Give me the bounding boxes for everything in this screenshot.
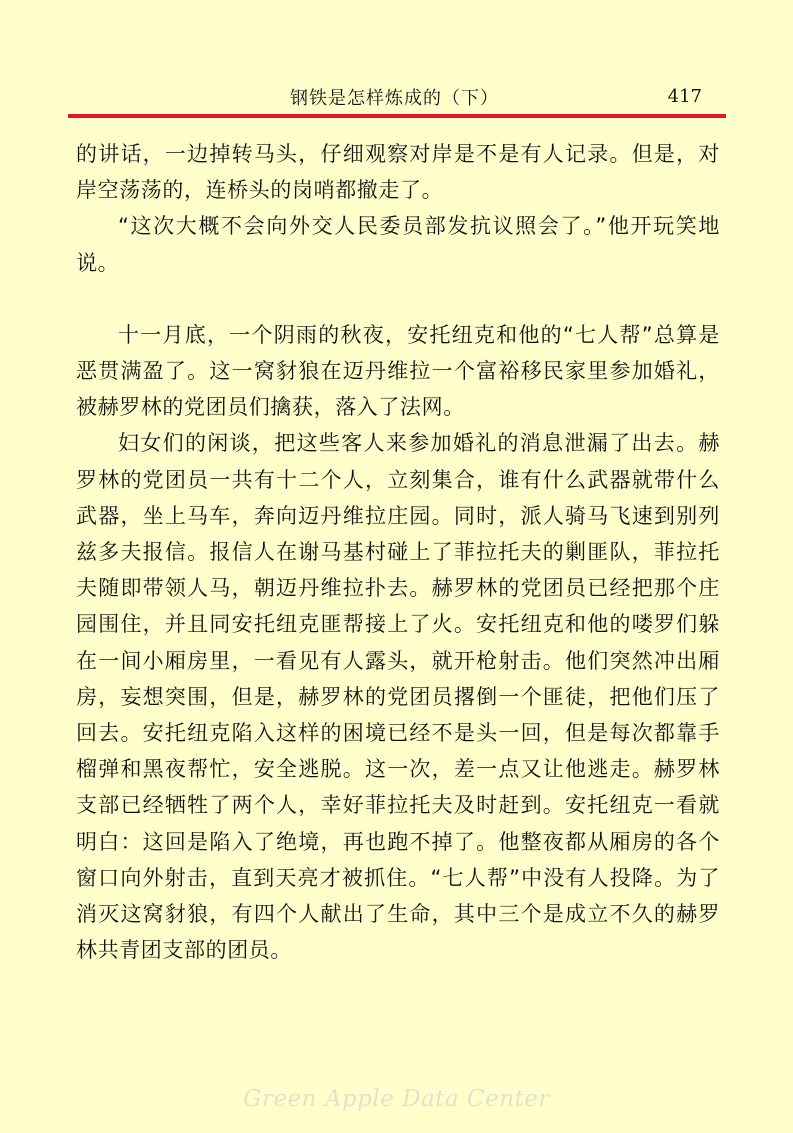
header-rule <box>68 114 726 118</box>
paragraph: “这次大概不会向外交人民委员部发抗议照会了。”他开玩笑地说。 <box>76 214 720 275</box>
book-title: 钢铁是怎样炼成的（下） <box>290 88 499 109</box>
page-header <box>68 78 726 114</box>
paragraph: 妇女们的闲谈，把这些客人来参加婚礼的消息泄漏了出去。赫罗林的党团员一共有十二个人，立刻集合，谁有什么武器就带什么武器，坐上马车，奔向迈丹维拉庄园。同时，派人骑马飞速到别列兹多夫报信。报信人在谢马基村碰上了菲拉托夫的剿匪队，菲拉托夫随即带领人马，朝迈丹维拉扑去。赫罗林的党团员已经把那个庄园围住，并且同安托纽克匪帮接上了火。安托纽克和他的喽罗们躲在一间小厢房里，一看见有人露头，就开枪射击。他们突然冲出厢房，妄想突围，但是，赫罗林的党团员撂倒一个匪徒，把他们压了回去。安托纽克陷入这样的困境已经不是头一回，但是每次都靠手榴弹和黑夜帮忙，安全逃脱。这一次，差一点又让他逃走。赫罗林支部已经牺牲了两个人，幸好菲拉托夫及时赶到。安托纽克一看就明白：这回是陷入了绝境，再也跑不掉了。他整夜都从厢房的各个窗口向外射击，直到天亮才被抓住。“七人帮”中没有人投降。为了消灭这窝豺狼，有四个人献出了生命，其中三个是成立不久的赫罗林共青团支部的团员。 <box>76 431 720 963</box>
section-gap <box>76 281 720 317</box>
body-text <box>76 136 720 968</box>
paragraph: 十一月底，一个阴雨的秋夜，安托纽克和他的“七人帮”总算是恶贯满盈了。这一窝豺狼在迈丹维拉一个富裕移民家里参加婚礼，被赫罗林的党团员们擒获，落入了法网。 <box>76 322 720 420</box>
watermark: Green Apple Data Center <box>243 1086 550 1112</box>
paragraph-continuation: 的讲话，一边掉转马头，仔细观察对岸是不是有人记录。但是，对岸空荡荡的，连桥头的岗哨都撤走了。 <box>76 142 720 203</box>
page-number: 417 <box>667 86 702 107</box>
